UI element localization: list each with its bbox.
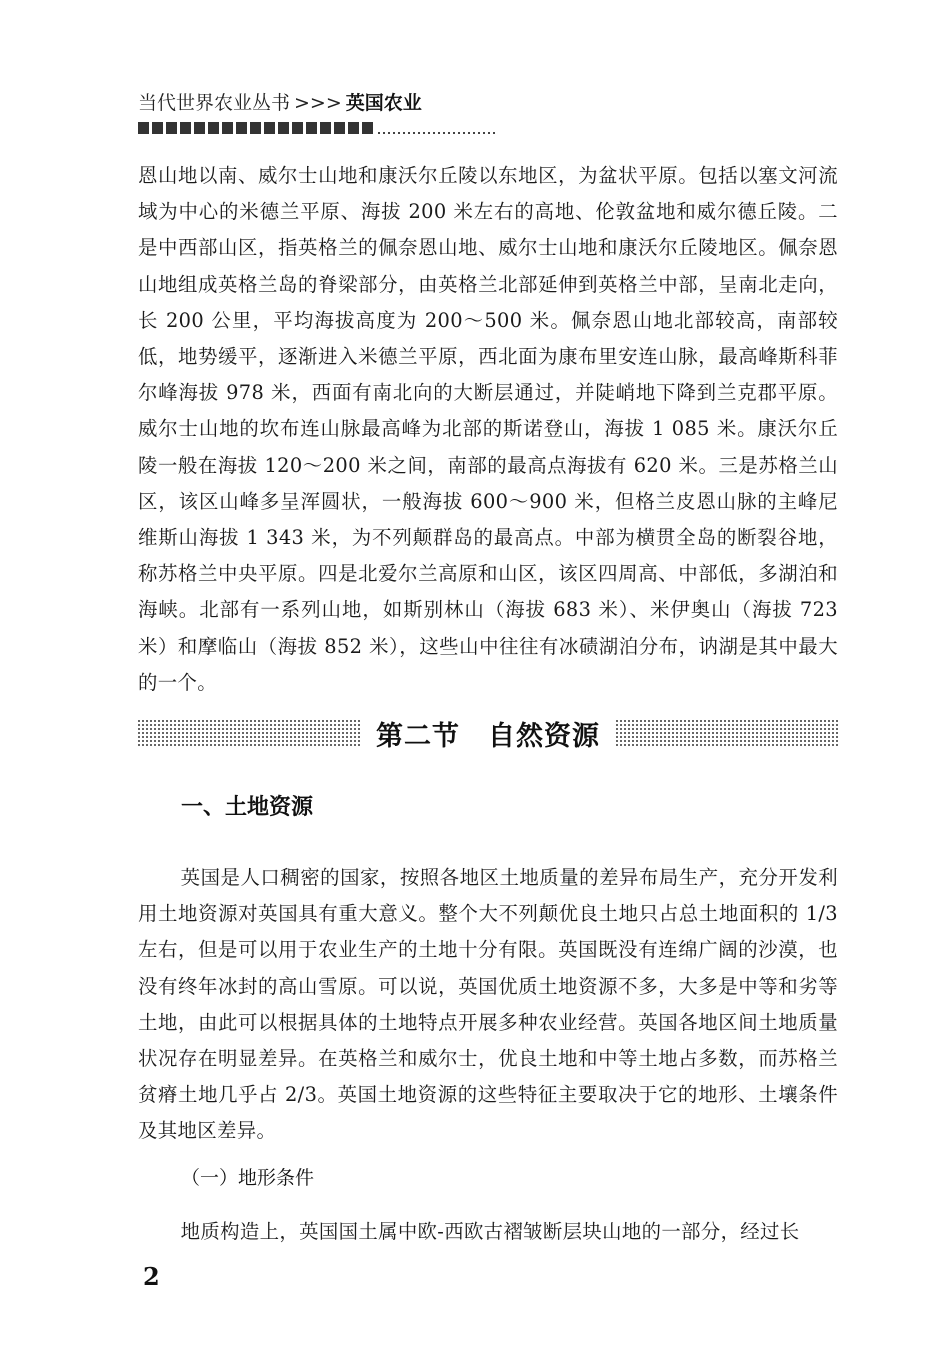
header-dotted-rule [378,132,498,134]
page-number: 2 [143,1262,160,1291]
header-block-rule [138,122,376,134]
header-separator: >>> [294,92,342,114]
section-title: 自然资源 [488,720,600,752]
section-number: 第二节 [376,720,460,752]
section-bar-left-pattern [138,720,360,746]
land-resources-text [138,860,838,1150]
running-header [138,90,558,116]
terrain-text [138,1214,838,1250]
paragraph: 英国是人口稠密的国家，按照各地区土地质量的差异布局生产，充分开发利用土地资源对英国具有重大意义。整个大不列颠优良土地只占总土地面积的 1/3 左右，但是可以用于农业生产的土地十分有限。英国既没有连绵广阔的沙漠，也没有终年冰封的高山雪原。可以说，英国优质土地资源不多，大多是中等和劣等土地，由此可以根据具体的土地特点开展多种农业经营。英国各地区间土地质量状况存在明显差异。在英格兰和威尔士，优良土地和中等土地占多数，而苏格兰贫瘠土地几乎占 2/3。英国土地资源的这些特征主要取决于它的地形、土壤条件及其地区差异。 [138,866,838,1143]
continued-paragraph [138,158,838,701]
sub-subsection-heading: （一）地形条件 [181,1167,315,1189]
book-title: 英国农业 [345,92,422,114]
subsection-heading: 一、土地资源 [181,795,314,820]
section-bar-right-pattern [616,720,838,746]
section-heading-bar [138,706,838,760]
series-title: 当代世界农业丛书 [138,92,291,114]
paragraph: 恩山地以南、威尔士山地和康沃尔丘陵以东地区，为盆状平原。包括以塞文河流域为中心的米德兰平原、海拔 200 米左右的高地、伦敦盆地和威尔德丘陵。二是中西部山区，指英格兰的佩奈恩山地、威尔士山地和康沃尔丘陵地区。佩奈恩山地组成英格兰岛的脊梁部分，由英格兰北部延伸到英格兰中部，呈南北走向，长 200 公里，平均海拔高度为 200～500 米。佩奈恩山地北部较高，南部较低，地势缓平，逐渐进入米德兰平原，西北面为康布里安连山脉，最高峰斯科菲尔峰海拔 978 米，西面有南北向的大断层通过，并陡峭地下降到兰克郡平原。威尔士山地的坎布连山脉最高峰为北部的斯诺登山，海拔 1 085 米。康沃尔丘陵一般在海拔 120～200 米之间，南部的最高点海拔有 620 米。三是苏格兰山区，该区山峰多呈浑圆状，一般海拔 600～900 米，但格兰皮恩山脉的主峰尼维斯山海拔 1 343 米，为不列颠群岛的最高点。中部为横贯全岛的断裂谷地，称苏格兰中央平原。四是北爱尔兰高原和山区，该区四周高、中部低，多湖泊和海峡。北部有一系列山地，如斯别林山（海拔 683 米）、米伊奥山（海拔 723 米）和摩临山（海拔 852 米），这些山中往往有冰碛湖泊分布，讷湖是其中最大的一个。 [138,164,838,694]
paragraph: 地质构造上，英国国土属中欧-西欧古褶皱断层块山地的一部分，经过长 [180,1220,800,1243]
header-rule [138,122,498,134]
section-heading [360,714,616,753]
